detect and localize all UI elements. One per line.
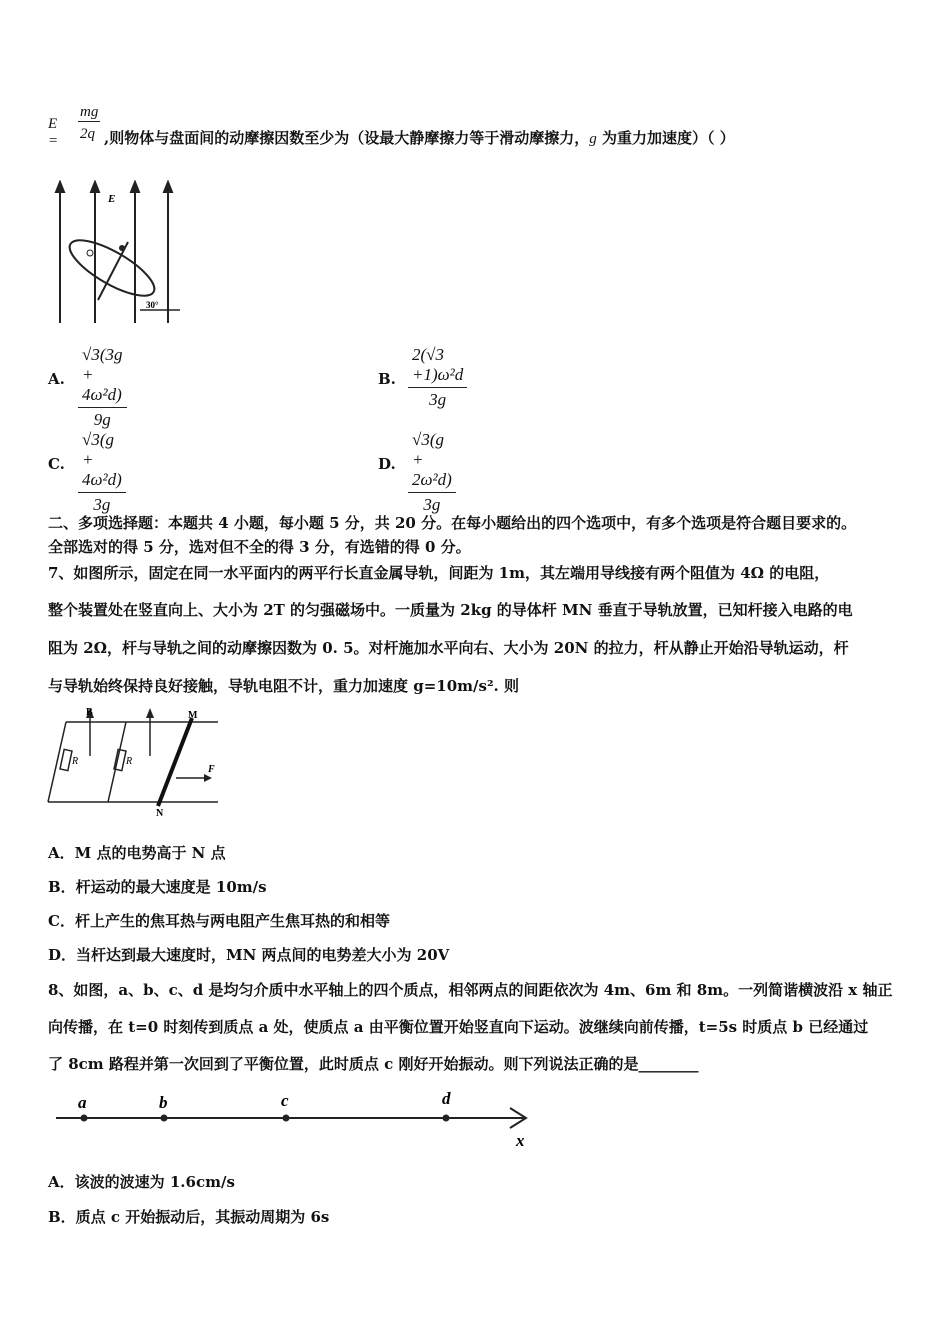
q7-line4: 与导轨始终保持良好接触，导轨电阻不计，重力加速度 g=10m/s². 则 xyxy=(48,677,519,695)
q7-option-a[interactable]: A．M 点的电势高于 N 点 xyxy=(48,844,226,862)
q8-option-a[interactable]: A．该波的波速为 1.6cm/s xyxy=(48,1173,235,1191)
q8-option-b[interactable]: B．质点 c 开始振动后，其振动周期为 6s xyxy=(48,1208,330,1226)
label-x: x xyxy=(516,1131,525,1150)
section2-line1: 二、多项选择题：本题共 4 小题，每小题 5 分，共 20 分。在每小题给出的四个选项中，有多个选项是符合题目要求的。 xyxy=(48,514,857,532)
section2-line2: 全部选对的得 5 分，选对但不全的得 3 分，有选错的得 0 分。 xyxy=(48,538,471,556)
label-n: N xyxy=(156,808,164,819)
option-c-denominator: 3g xyxy=(93,495,111,514)
option-b-denominator: 3g xyxy=(429,390,447,409)
q8-line2: 向传播，在 t=0 时刻传到质点 a 处，使质点 a 由平衡位置开始竖直向下运动。波继续向前传播，t=5s 时质点 b 已经通过 xyxy=(48,1018,869,1036)
q7-option-d[interactable]: D．当杆达到最大速度时，MN 两点间的电势差大小为 20V xyxy=(48,946,450,964)
option-a-label: A. xyxy=(48,370,65,388)
label-f: F xyxy=(208,764,215,775)
q7-line2: 整个装置处在竖直向上、大小为 2T 的匀强磁场中。一质量为 2kg 的导体杆 MN 垂直于导轨放置，已知杆接入电路的电 xyxy=(48,601,853,619)
option-b-formula xyxy=(408,345,467,410)
disk-object-s xyxy=(87,250,93,256)
option-d-formula xyxy=(408,430,456,515)
e-formula-lhs: E = xyxy=(48,116,59,149)
point-d xyxy=(443,1115,450,1122)
q8-line3: 了 8cm 路程并第一次回到了平衡位置，此时质点 c 刚好开始振动。则下列说法正确的是________ xyxy=(48,1055,699,1073)
q6-g-var: g xyxy=(589,131,597,147)
option-d-numerator: √3(g + 2ω²d) xyxy=(408,430,456,493)
label-r1: R xyxy=(72,756,79,767)
q8-line1: 8、如图，a、b、c、d 是均匀介质中水平轴上的四个质点，相邻两点的间距依次为 4m、6m 和 8m。一列简谐横波沿 x 轴正 xyxy=(48,981,893,999)
q8-figure xyxy=(50,1086,540,1152)
q7-option-b[interactable]: B．杆运动的最大速度是 10m/s xyxy=(48,878,267,896)
option-c-formula xyxy=(78,430,126,515)
disk-center xyxy=(119,245,125,251)
q7-line1: 7、如图所示，固定在同一水平面内的两平行长直金属导轨，间距为 1m，其左端用导线接有两个阻值为 4Ω 的电阻， xyxy=(48,564,830,582)
option-c-numerator: √3(g + 4ω²d) xyxy=(78,430,126,493)
option-b-numerator: 2(√3 +1)ω²d xyxy=(408,345,467,388)
e-formula-numerator: mg xyxy=(80,104,99,120)
field-arrow-1 xyxy=(56,182,64,192)
field-arrow-head-2 xyxy=(146,708,154,718)
label-b: b xyxy=(159,1093,168,1112)
conductor-rod-mn xyxy=(158,718,192,806)
point-b xyxy=(161,1115,168,1122)
angle-label: 30° xyxy=(146,300,159,310)
option-b-label: B. xyxy=(378,370,396,388)
resistor-1 xyxy=(60,749,72,770)
option-d-denominator: 3g xyxy=(423,495,441,514)
left-wire xyxy=(48,722,66,802)
field-arrow-3 xyxy=(131,182,139,192)
q6-stem-end: 为重力加速度）（ ） xyxy=(601,129,735,147)
rotating-disk xyxy=(62,230,161,306)
field-label-e: E xyxy=(108,193,116,205)
label-c: c xyxy=(281,1091,289,1110)
option-a-numerator: √3(3g + 4ω²d) xyxy=(78,345,127,408)
option-d-label: D. xyxy=(378,455,396,473)
q7-figure xyxy=(46,706,222,820)
q6-figure xyxy=(50,180,180,325)
label-m: M xyxy=(188,710,198,721)
force-arrow-head xyxy=(204,774,212,782)
point-a xyxy=(81,1115,88,1122)
label-a: a xyxy=(78,1093,87,1112)
point-c xyxy=(283,1115,290,1122)
field-arrow-2 xyxy=(91,182,99,192)
label-d: d xyxy=(442,1089,451,1108)
label-b: B xyxy=(86,707,93,718)
label-r2: R xyxy=(126,756,133,767)
q6-stem-text xyxy=(104,128,735,149)
option-c-label: C. xyxy=(48,455,65,473)
q6-stem xyxy=(48,104,928,152)
field-arrow-4 xyxy=(164,182,172,192)
option-a-formula xyxy=(78,345,127,430)
option-a-denominator: 9g xyxy=(93,410,111,429)
q7-line3: 阻为 2Ω，杆与导轨之间的动摩擦因数为 0. 5。对杆施加水平向右、大小为 20N 的拉力，杆从静止开始沿导轨运动，杆 xyxy=(48,639,849,657)
q6-stem-tail: ,则物体与盘面间的动摩擦因数至少为（设最大静摩擦力等于滑动摩擦力， xyxy=(104,129,590,147)
e-formula-denominator: 2q xyxy=(80,126,95,142)
q7-option-c[interactable]: C．杆上产生的焦耳热与两电阻产生焦耳热的和相等 xyxy=(48,912,390,930)
